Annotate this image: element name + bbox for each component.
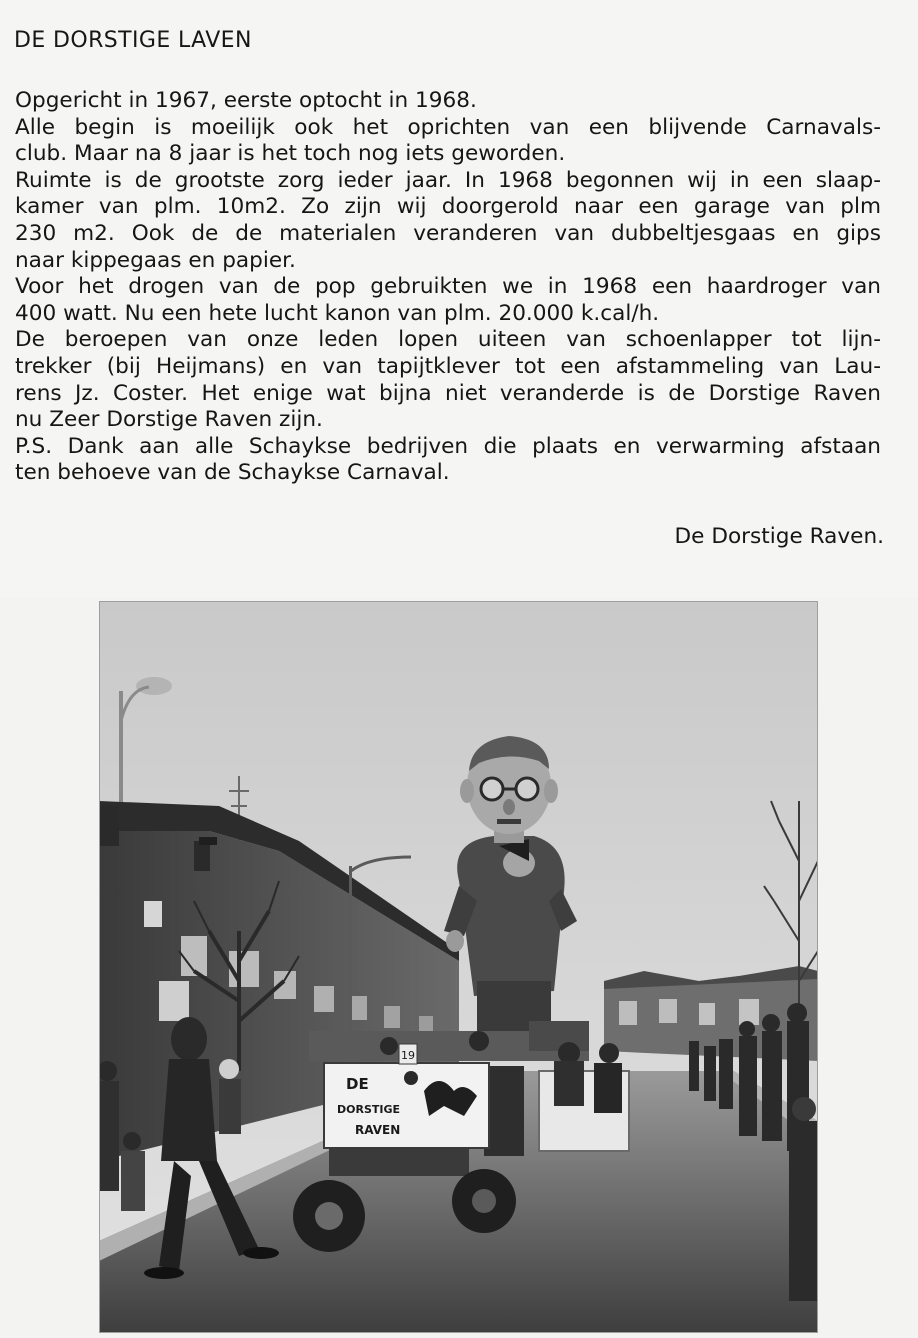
article-line: Voor het drogen van de pop gebruikten we in 1968 een haardroger van <box>15 274 881 300</box>
article-line: De beroepen van onze leden lopen uiteen van schoenlapper tot lijn- <box>15 327 881 353</box>
article-line: Opgericht in 1967, eerste optocht in 1968. <box>15 88 477 113</box>
article-line: 230 m2. Ook de de materialen veranderen van dubbeltjesgaas en gips <box>15 220 881 246</box>
article-line: nu Zeer Dorstige Raven zijn. <box>15 407 323 433</box>
article-line: rens Jz. Coster. Het enige wat bijna niet veranderde is de Dorstige Raven <box>15 380 881 406</box>
float-sign-word: RAVEN <box>355 1123 401 1137</box>
float-number: 19 <box>401 1049 415 1062</box>
article-body <box>15 88 895 487</box>
article-line: 400 watt. Nu een hete lucht kanon van plm. 20.000 k.cal/h. <box>15 300 660 326</box>
float-sign-word: DORSTIGE <box>337 1103 401 1116</box>
article-line: Ruimte is de grootste zorg ieder jaar. In 1968 begonnen wij in een slaap- <box>15 167 881 193</box>
article-line: Alle begin is moeilijk ook het oprichten van een blijvende Carnavals- <box>15 114 881 140</box>
article-signature: De Dorstige Raven. <box>674 524 884 549</box>
article-line: club. Maar na 8 jaar is het toch nog iets geworden. <box>15 141 566 167</box>
article-line: naar kippegaas en papier. <box>15 247 296 273</box>
article-line: ten behoeve van de Schaykse Carnaval. <box>15 460 450 486</box>
article-line: P.S. Dank aan alle Schaykse bedrijven die plaats en verwarming afstaan <box>15 433 881 459</box>
article-title: DE DORSTIGE LAVEN <box>14 28 252 53</box>
spectator-right <box>789 1097 818 1301</box>
article-text-block <box>0 0 918 598</box>
article-line: trekker (bij Heijmans) en van tapijtklever tot een afstammeling van Lau- <box>15 353 881 379</box>
parade-photo-image <box>99 601 818 1333</box>
parade-photo <box>99 601 818 1333</box>
float-sign-word: DE <box>346 1075 369 1093</box>
article-line: kamer van plm. 10m2. Zo zijn wij doorgerold naar een garage van plm <box>15 194 881 220</box>
